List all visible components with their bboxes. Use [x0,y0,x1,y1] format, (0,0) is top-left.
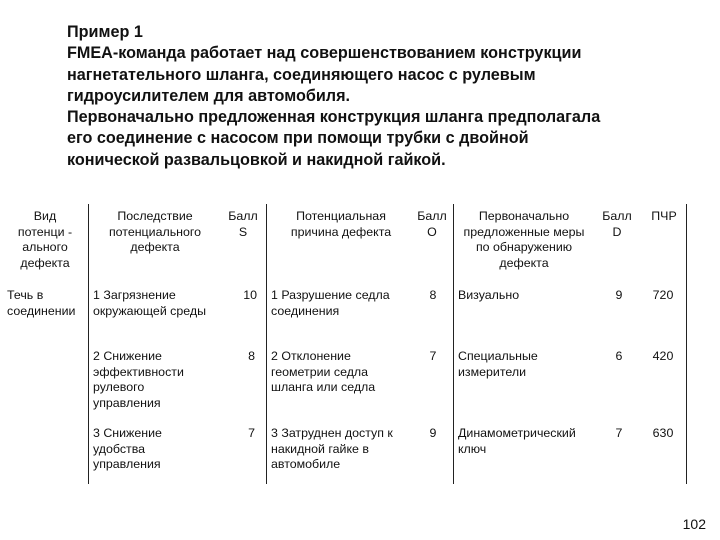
header-cause: Потенциальная причина дефекта [290,209,392,239]
row-2-controls: Специальные измерители [458,349,538,379]
row-3-rpn: 630 [652,426,674,440]
row-1-rpn: 720 [652,288,674,302]
page-number: 102 [682,516,706,532]
row-3-score-d: 7 [615,426,623,440]
header-controls: Первоначально предложенные меры по обнаружению дефекта [463,209,585,270]
row-3-controls: Динамометрический ключ [458,426,576,456]
row-2-score-d: 6 [615,349,623,363]
row-1-controls: Визуально [458,288,520,302]
row-3-effect: 3 Снижение удобства управления [93,426,162,472]
row-3-score-s: 7 [248,426,255,440]
intro-text [67,22,707,171]
intro-line: его соединение с насосом при помощи трубки с двойной [67,129,529,148]
header-rpn: ПЧР [651,209,677,223]
header-defect-type: Вид потенци - ального дефекта [17,209,73,270]
intro-line: Первоначально предложенная конструкция шланга предполагала [67,108,601,127]
row-3-cause: 3 Затруднен доступ к накидной гайке в автомобиле [271,426,393,472]
row-1-score-s: 10 [243,288,257,302]
column-divider [266,204,267,484]
header-score-d: Балл D [602,209,632,239]
header-effect: Последствие потенциального дефекта [108,209,202,255]
column-divider [88,204,89,484]
fmea-table [5,204,687,484]
example-title: Пример 1 [67,23,143,41]
header-score-o: Балл O [417,209,447,239]
intro-line: гидроусилителем для автомобиля. [67,86,351,105]
column-divider [686,204,687,484]
row-1-effect: 1 Загрязнение окружающей среды [93,288,207,318]
row-1-defect: Течь в соединении [7,288,76,318]
row-2-rpn: 420 [652,349,674,363]
header-score-s: Балл S [228,209,258,239]
intro-line: нагнетательного шланга, соединяющего насос с рулевым [67,65,536,84]
row-1-score-d: 9 [615,288,623,302]
intro-line: конической развальцовкой и накидной гайкой. [67,150,446,169]
intro-line: FMEA-команда работает над совершенствованием конструкции [67,44,582,63]
row-3-score-o: 9 [429,426,437,440]
row-2-score-s: 8 [248,349,255,363]
row-1-score-o: 8 [429,288,437,302]
row-2-effect: 2 Снижение эффективности рулевого управления [93,349,184,410]
row-2-cause: 2 Отклонение геометрии седла шланга или седла [271,349,376,395]
row-2-score-o: 7 [429,349,437,363]
row-1-cause: 1 Разрушение седла соединения [271,288,390,318]
